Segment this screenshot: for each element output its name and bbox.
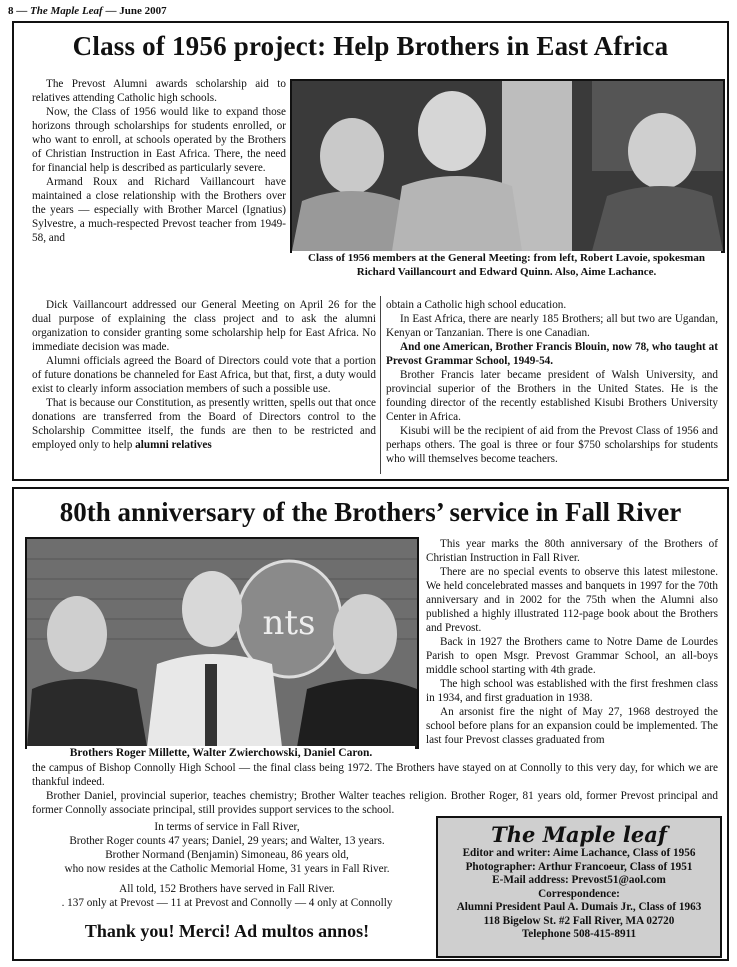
paragraph: This year marks the 80th anniversary of the Brothers of Christian Instruction in Fall River. xyxy=(426,538,718,564)
paragraph: Brother Francis later became president of Walsh University, and provincial superior of the Brothers in the United States. He is the founding director of the recently established Kisubi Brothers University Center in Africa. xyxy=(386,369,718,423)
paragraph: An arsonist fire the night of May 27, 1968 destroyed the school before plans for an expansion could be implemented. The last four Prevost classes graduated from xyxy=(426,706,718,746)
paragraph: Armand Roux and Richard Vaillancourt have maintained a close relationship with the Brothers over the years — especially with Brother Marcel (Ignatius) Sylvestre, a much-respected Prevost teacher from 1949-58, and xyxy=(32,176,286,244)
paragraph: There are no special events to observe this latest milestone. We held concelebrated masses and banquets in 1997 for the 70th anniversary and in 2002 for the 75th when the Alumni also published a highly illustrated 112-page book about the Brothers and Prevost. xyxy=(426,566,718,634)
publication-name: The Maple Leaf xyxy=(30,5,103,17)
paragraph: Now, the Class of 1956 would like to expand those horizons through scholarships for students enrolled, or who want to enroll, at schools operated by the Brothers of Christian Instruction in East Africa. There, the need for financial help is described as particularly severe. xyxy=(32,106,286,174)
thanks-line: Thank you! Merci! Ad multos annos! xyxy=(84,921,370,941)
paragraph: Dick Vaillancourt addressed our General Meeting on April 26 for the dual purpose of explaining the class project and to ask the alumni organization to consider granting some scholarship help for East Africa. No immediate decision was made. xyxy=(32,299,376,353)
total-line: All told, 152 Brothers have served in Fall River. xyxy=(119,883,335,895)
header-dash: — xyxy=(16,5,28,17)
brothers-photo xyxy=(25,537,419,749)
masthead-line: Photographer: Arthur Francoeur, Class of 1951 xyxy=(465,860,693,873)
phone-line: Telephone 508-415-8911 xyxy=(521,928,637,940)
paragraph: Kisubi will be the recipient of aid from the Prevost Class of 1956 and perhaps others. The goal is three or four $750 scholarships for students who will themselves become teachers. xyxy=(386,425,718,465)
bold-phrase: alumni relatives xyxy=(135,439,212,451)
column-divider xyxy=(380,296,381,474)
service-line: In terms of service in Fall River, xyxy=(154,821,300,833)
full-width-text xyxy=(32,761,718,817)
paragraph: Back in 1927 the Brothers came to Notre Dame de Lourdes Parish to open Msgr. Prevost Grammar School, an all-boys middle school starting with 4th grade. xyxy=(426,636,718,676)
address-line: 118 Bigelow St. #2 Fall River, MA 02720 xyxy=(483,914,675,927)
paragraph: obtain a Catholic high school education. xyxy=(386,299,567,311)
column-2 xyxy=(386,298,718,466)
paragraph-text: That is because our Constitution, as presently written, spells out that once donations are transferred from the Board of Directors control to the Scholarship Committee itself, the funds are then to be restricted and employed only to help xyxy=(32,397,376,451)
bold-paragraph: And one American, Brother Francis Blouin, now 78, who taught at Prevost Grammar School, 1949-54. xyxy=(386,341,718,367)
page-header xyxy=(8,5,167,17)
article-title: Class of 1956 project: Help Brothers in East Africa xyxy=(72,31,669,61)
intro-column xyxy=(32,77,286,245)
paragraph xyxy=(32,396,376,452)
photo-caption: Class of 1956 members at the General Meeting: from left, Robert Lavoie, spokesman Richard Vaillancourt and Edward Quinn. Also, Aime Lachance. xyxy=(292,251,721,279)
masthead-line: Alumni President Paul A. Dumais Jr., Class of 1963 xyxy=(456,901,702,913)
page-number: 8 xyxy=(8,5,14,17)
photo-illustration xyxy=(292,81,723,251)
service-line: Brother Normand (Benjamin) Simoneau, 86 years old, xyxy=(105,849,349,861)
email-line: E-Mail address: Prevost51@aol.com xyxy=(492,874,666,886)
header-dash-2: — xyxy=(105,5,117,17)
masthead-title: The Maple leaf xyxy=(491,822,667,847)
article-80th-anniversary xyxy=(12,487,729,961)
column-1 xyxy=(32,298,376,452)
masthead-line: Editor and writer: Aime Lachance, Class of 1956 xyxy=(462,847,696,859)
paragraph: The high school was established with the first freshmen class in 1934, and first graduation in 1938. xyxy=(426,678,718,704)
photo-illustration xyxy=(27,539,417,747)
right-column xyxy=(426,537,718,747)
masthead-box xyxy=(436,816,722,958)
issue-date: June 2007 xyxy=(119,5,167,17)
class-1956-photo xyxy=(290,79,725,253)
emblem-text: nts xyxy=(262,603,316,643)
paragraph: Alumni officials agreed the Board of Directors could vote that a portion of future donations be channeled for East Africa, but that, first, a duty would exist to clearly inform association members of such a possible use. xyxy=(32,355,376,395)
article-title: 80th anniversary of the Brothers’ service in Fall River xyxy=(59,497,682,527)
paragraph: Brother Daniel, provincial superior, teaches chemistry; Brother Walter teaches religion. Brother Roger, 81 years old, former Prevost principal and former Connolly associate principal, still provides support services to the school. xyxy=(32,790,718,816)
service-summary xyxy=(32,820,422,910)
paragraph: the campus of Bishop Connolly High School — the final class being 1972. The Brothers have stayed on at Connolly to this very day, for which we are thankful indeed. xyxy=(32,762,718,788)
photo-caption: Brothers Roger Millette, Walter Zwierchowski, Daniel Caron. xyxy=(27,746,415,760)
paragraph: In East Africa, there are nearly 185 Brothers; all but two are Ugandan, Kenyan or Tanzanian. There is one Canadian. xyxy=(386,313,718,339)
total-line: . 137 only at Prevost — 11 at Prevost and Connolly — 4 only at Connolly xyxy=(61,897,393,909)
paragraph: The Prevost Alumni awards scholarship aid to relatives attending Catholic high schools. xyxy=(32,78,286,104)
service-line: who now resides at the Catholic Memorial Home, 31 years in Fall River. xyxy=(64,863,390,875)
service-line: Brother Roger counts 47 years; Daniel, 29 years; and Walter, 13 years. xyxy=(69,835,385,847)
article-east-africa xyxy=(12,21,729,481)
masthead-line: Correspondence: xyxy=(538,887,620,900)
